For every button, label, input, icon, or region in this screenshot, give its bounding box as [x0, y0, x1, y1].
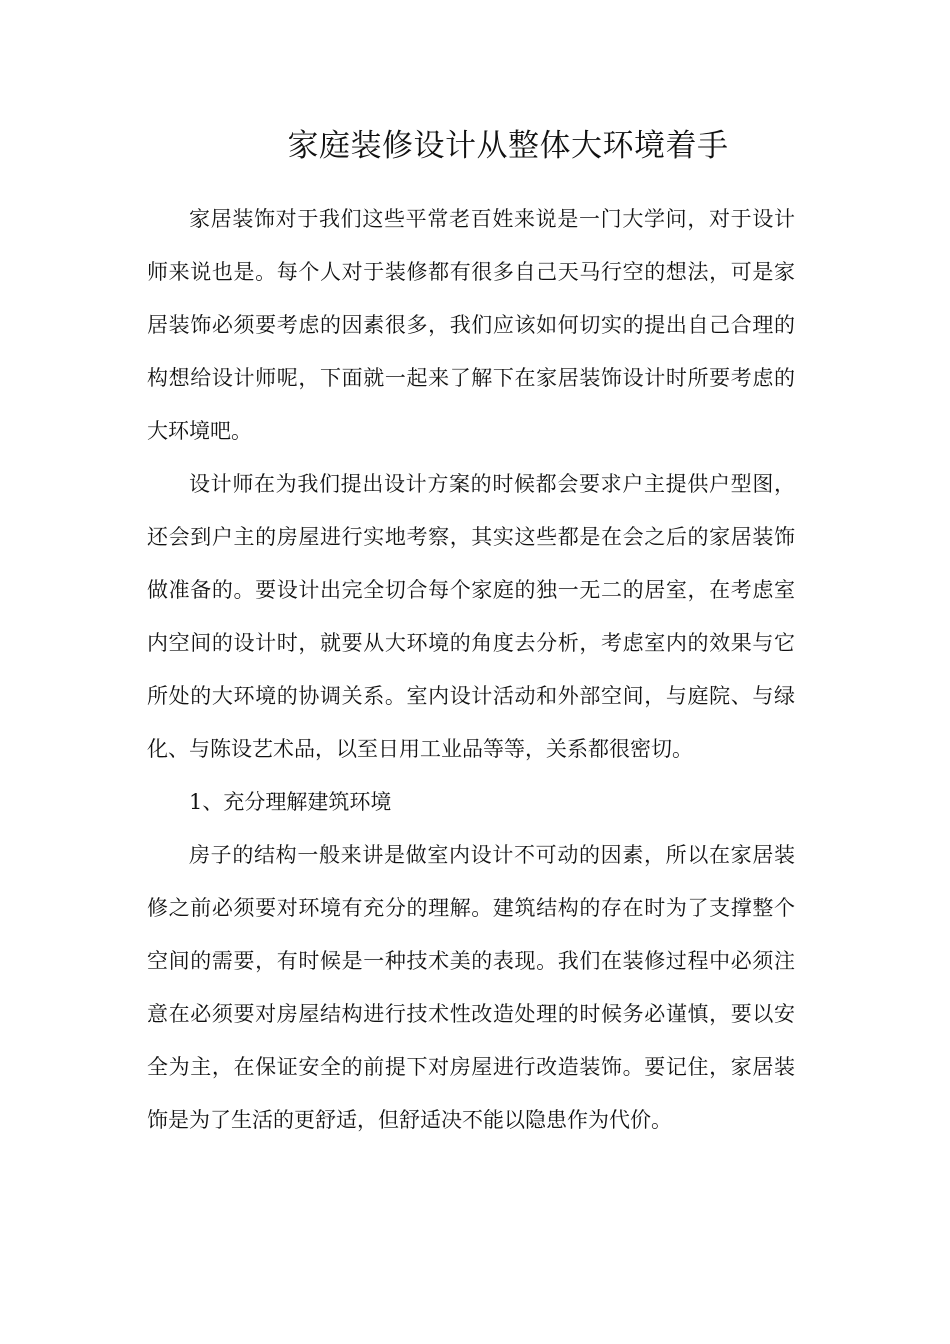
- document-body: [147, 193, 795, 1147]
- document-title: 家庭装修设计从整体大环境着手: [287, 128, 729, 164]
- paragraph-structure: 房子的结构一般来讲是做室内设计不可动的因素，所以在家居装修之前必须要对环境有充分的理解。建筑结构的存在时为了支撑整个空间的需要，有时候是一种技术美的表现。我们在装修过程中必须注意在必须要对房屋结构进行技术性改造处理的时候务必谨慎，要以安全为主，在保证安全的前提下对房屋进行改造装饰。要记住，家居装饰是为了生活的更舒适，但舒适决不能以隐患作为代价。: [147, 843, 795, 1132]
- paragraph-designer: 设计师在为我们提出设计方案的时候都会要求户主提供户型图，还会到户主的房屋进行实地考察，其实这些都是在会之后的家居装饰做准备的。要设计出完全切合每个家庭的独一无二的居室，在考虑室内空间的设计时，就要从大环境的角度去分析，考虑室内的效果与它所处的大环境的协调关系。室内设计活动和外部空间，与庭院、与绿化、与陈设艺术品，以至日用工业品等等，关系都很密切。: [147, 472, 795, 761]
- paragraph-intro: 家居装饰对于我们这些平常老百姓来说是一门大学问，对于设计师来说也是。每个人对于装修都有很多自己天马行空的想法，可是家居装饰必须要考虑的因素很多，我们应该如何切实的提出自己合理的构想给设计师呢，下面就一起来了解下在家居装饰设计时所要考虑的大环境吧。: [147, 207, 795, 443]
- section-heading: 1、充分理解建筑环境: [189, 790, 392, 814]
